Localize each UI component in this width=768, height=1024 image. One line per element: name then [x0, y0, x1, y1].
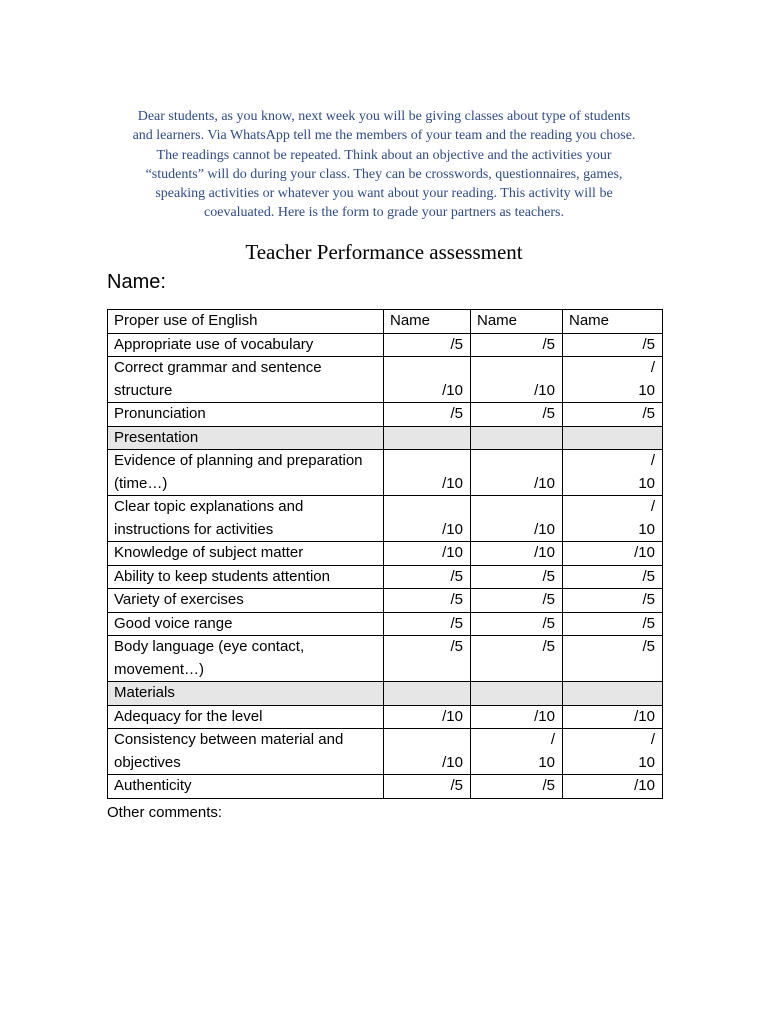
- score-cell: /5: [563, 612, 663, 636]
- criterion-label: Authenticity: [108, 775, 384, 799]
- section-empty-cell: [563, 426, 663, 450]
- instructions-line: and learners. Via WhatsApp tell me the members of your team and the reading you chose.: [132, 128, 636, 144]
- score-cell: /10: [384, 357, 471, 403]
- instructions-text: [108, 107, 660, 223]
- table-row: [108, 775, 663, 799]
- criterion-label: Adequacy for the level: [108, 705, 384, 729]
- section-empty-cell: [471, 682, 563, 706]
- instructions-line: The readings cannot be repeated. Think about an objective and the activities your: [156, 147, 612, 163]
- table-row: [108, 589, 663, 613]
- table-row: [108, 333, 663, 357]
- criterion-label: Appropriate use of vocabulary: [108, 333, 384, 357]
- score-cell: /5: [471, 565, 563, 589]
- score-cell: /10: [384, 729, 471, 775]
- table-row: [108, 705, 663, 729]
- score-cell: /5: [471, 589, 563, 613]
- score-cell: /5: [384, 636, 471, 682]
- section-empty-cell: [384, 426, 471, 450]
- score-cell: /10: [563, 542, 663, 566]
- score-slash: /: [650, 731, 655, 748]
- score-slash: /: [650, 359, 655, 376]
- score-cell: /5: [471, 333, 563, 357]
- criterion-label: Evidence of planning and preparation (time…): [108, 450, 384, 496]
- score-max: 10: [638, 474, 655, 492]
- criterion-label: Variety of exercises: [108, 589, 384, 613]
- score-max: 10: [638, 381, 655, 399]
- section-empty-cell: [563, 682, 663, 706]
- criterion-label: Body language (eye contact, movement…): [108, 636, 384, 682]
- score-cell: /5: [384, 775, 471, 799]
- score-slash: /: [550, 731, 555, 748]
- score-cell: /5: [384, 333, 471, 357]
- score-cell: /5: [384, 565, 471, 589]
- table-row: [108, 496, 663, 542]
- section-empty-cell: [471, 426, 563, 450]
- criterion-label: Pronunciation: [108, 403, 384, 427]
- header-name-column: Name: [471, 310, 563, 334]
- instructions-line: “students” will do during your class. They can be crosswords, questionnaires, games,: [145, 166, 623, 182]
- score-max: 10: [638, 520, 655, 538]
- score-cell: /10: [384, 705, 471, 729]
- score-cell: /5: [563, 403, 663, 427]
- score-slash: /: [650, 452, 655, 469]
- score-cell: /5: [563, 589, 663, 613]
- score-cell: /10: [471, 542, 563, 566]
- assessment-table: [107, 309, 663, 799]
- header-section-label: Proper use of English: [108, 310, 384, 334]
- table-row: [108, 565, 663, 589]
- instructions-line: speaking activities or whatever you want about your reading. This activity will be: [155, 186, 613, 202]
- name-label: Name:: [107, 271, 166, 293]
- instructions-line: coevaluated. Here is the form to grade your partners as teachers.: [204, 205, 564, 221]
- criterion-label: Good voice range: [108, 612, 384, 636]
- table-row: [108, 729, 663, 775]
- score-cell: /10: [384, 496, 471, 542]
- criterion-label: Ability to keep students attention: [108, 565, 384, 589]
- section-label: Presentation: [108, 426, 384, 450]
- criterion-label: Knowledge of subject matter: [108, 542, 384, 566]
- score-cell: /5: [471, 636, 563, 682]
- table-row: [108, 636, 663, 682]
- score-cell: /10: [384, 450, 471, 496]
- score-cell: /10: [471, 357, 563, 403]
- score-cell: [471, 729, 563, 775]
- section-row: [108, 682, 663, 706]
- score-cell: [563, 496, 663, 542]
- score-cell: /10: [563, 775, 663, 799]
- table-header-row: [108, 310, 663, 334]
- score-cell: /5: [384, 403, 471, 427]
- score-cell: /5: [563, 636, 663, 682]
- score-cell: /5: [563, 565, 663, 589]
- instructions-line: Dear students, as you know, next week you will be giving classes about type of students: [137, 109, 631, 124]
- page-title: Teacher Performance assessment: [245, 240, 523, 264]
- score-slash: /: [650, 498, 655, 515]
- score-cell: /5: [471, 775, 563, 799]
- score-cell: /10: [471, 450, 563, 496]
- table-row: [108, 403, 663, 427]
- section-empty-cell: [384, 682, 471, 706]
- criterion-label: Correct grammar and sentence structure: [108, 357, 384, 403]
- section-row: [108, 426, 663, 450]
- other-comments-label: Other comments:: [107, 804, 223, 821]
- score-cell: [563, 450, 663, 496]
- table-row: [108, 542, 663, 566]
- table-row: [108, 612, 663, 636]
- score-cell: /5: [471, 403, 563, 427]
- section-label: Materials: [108, 682, 384, 706]
- score-cell: /5: [384, 612, 471, 636]
- score-cell: /10: [384, 542, 471, 566]
- score-cell: /10: [563, 705, 663, 729]
- score-cell: /10: [471, 705, 563, 729]
- table-row: [108, 357, 663, 403]
- score-cell: /10: [471, 496, 563, 542]
- score-cell: [563, 729, 663, 775]
- table-row: [108, 450, 663, 496]
- score-max: 10: [538, 753, 555, 771]
- criterion-label: Consistency between material and objectives: [108, 729, 384, 775]
- score-cell: /5: [563, 333, 663, 357]
- score-cell: [563, 357, 663, 403]
- header-name-column: Name: [563, 310, 663, 334]
- score-cell: /5: [471, 612, 563, 636]
- header-name-column: Name: [384, 310, 471, 334]
- score-max: 10: [638, 753, 655, 771]
- score-cell: /5: [384, 589, 471, 613]
- criterion-label: Clear topic explanations and instructions for activities: [108, 496, 384, 542]
